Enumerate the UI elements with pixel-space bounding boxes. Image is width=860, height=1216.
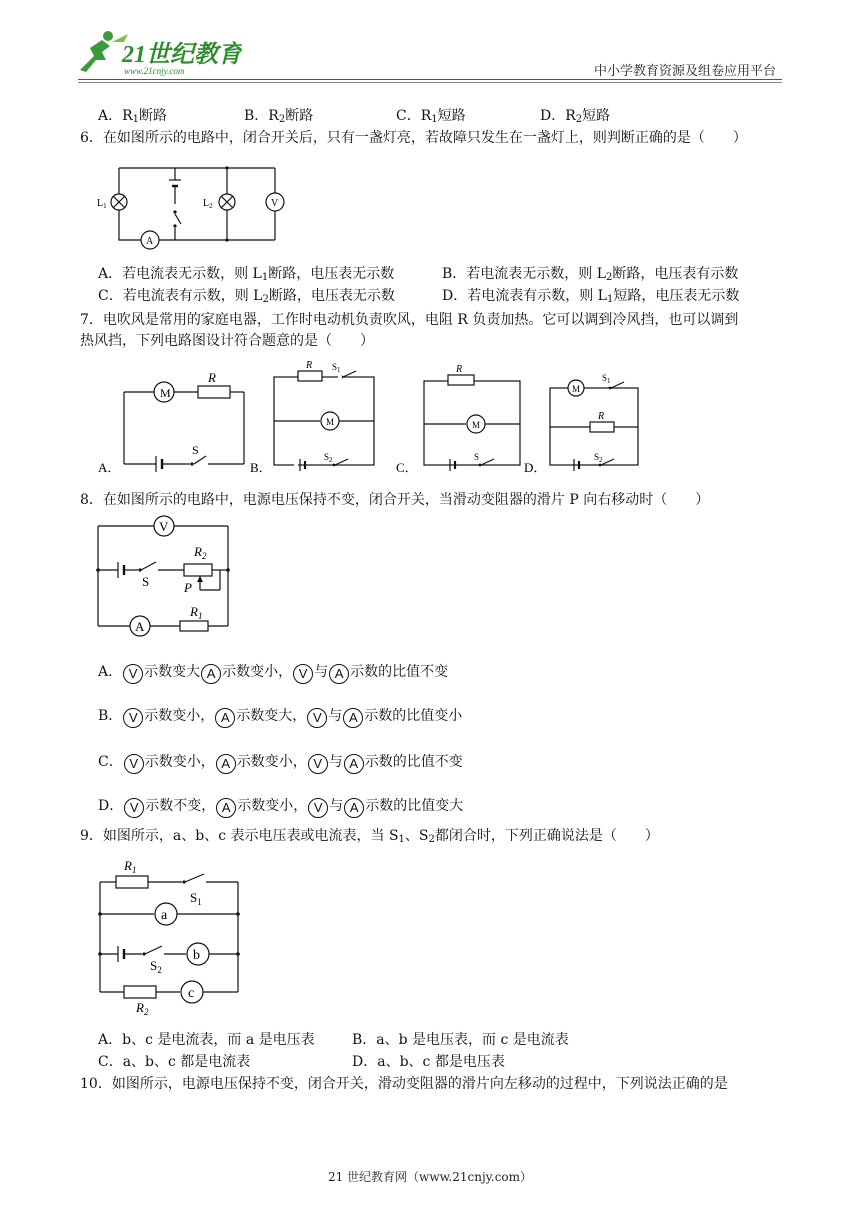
q9-option-c[interactable]: C．a、b、c 都是电流表 [98,1054,251,1070]
ammeter-icon: A [329,664,349,684]
voltmeter-icon: V [293,664,313,684]
q5-option-a[interactable]: A．$R_1$断路 [98,108,168,125]
svg-text:R: R [306,360,313,371]
svg-text:R2: $R_2$ [194,544,207,561]
label-l1: $L_1$ [97,198,107,210]
svg-text:R1: $R_1$ [124,858,137,875]
svg-text:S1: $S_1$ [602,373,611,385]
voltmeter-icon: V [124,754,144,774]
q8-stem: 8．在如图所示的电路中，电源电压保持不变，闭合开关，当滑动变阻器的滑片 P 向右移动时（ ） [80,492,710,508]
q8-option-b[interactable]: B． V 示数变小， A 示数变大， V 与 A 示数的比值变小 [98,706,462,728]
q7-option-a-label: A． [98,460,121,475]
q7-option-d-label: D． [524,460,547,475]
header-rule-thin [78,82,782,83]
svg-text:M: M [160,386,171,400]
q7-option-b-label: B． [250,460,272,475]
svg-text:R: R [598,411,605,422]
svg-text:S1: $S_1$ [332,362,341,374]
q7-stem-line1: 7．电吹风是常用的家庭电器，工作时电动机负责吹风，电阻 R 负责加热。它可以调到冷风挡，也可以调到 [80,312,739,328]
q8-option-c[interactable]: C． V 示数变小， A 示数变小， V 与 A 示数的比值不变 [98,752,463,774]
svg-text:V: V [159,519,169,534]
q8-circuit-diagram [92,512,242,642]
svg-text:b: b [193,948,200,963]
svg-text:A: A [135,619,145,634]
q9-option-d[interactable]: D．a、b、c 都是电压表 [352,1054,505,1070]
q8-option-a[interactable]: A． V 示数变大 A 示数变小， V 与 A 示数的比值不变 [98,662,448,684]
q9-option-a[interactable]: A．b、c 是电流表，而 a 是电压表 [98,1032,315,1048]
q6-stem: 6．在如图所示的电路中，闭合开关后，只有一盏灯亮，若故障只发生在一盏灯上，则判断正确的是（ ） [80,130,747,146]
svg-text:a: a [161,908,168,923]
svg-text:R: R [456,364,463,375]
svg-text:S: S [142,574,150,589]
voltmeter-icon: V [123,708,143,728]
q6-option-d[interactable]: D．若电流表有示数，则 $L_1$短路，电压表无示数 [442,288,740,305]
q5-option-b[interactable]: B．$R_2$断路 [244,108,314,125]
q7-option-c-label: C． [396,460,418,475]
ammeter-icon: A [216,754,236,774]
q6-option-b[interactable]: B．若电流表无示数，则 $L_2$断路，电压表有示数 [442,266,739,283]
svg-text:P: P [184,580,192,595]
voltmeter-icon: V [308,754,328,774]
q7-stem-line2: 热风挡，下列电路图设计符合题意的是（ ） [80,333,374,349]
svg-text:c: c [188,986,195,1001]
svg-text:M: M [572,384,581,394]
voltmeter-icon: V [307,708,327,728]
ammeter-label: A [146,236,154,247]
header-rule [78,79,782,80]
logo-url: www.21cnjy.com [124,66,185,76]
logo-text: 21世纪教育 [122,42,242,68]
runner-icon [80,40,110,72]
label-l2: $L_2$ [203,198,213,210]
q9-circuit-diagram [94,852,254,1020]
platform-name: 中小学教育资源及组卷应用平台 [593,64,776,79]
q7-circuit-options [94,360,784,476]
q8-option-d[interactable]: D． V 示数不变， A 示数变小， V 与 A 示数的比值变大 [98,796,463,818]
q6-option-c[interactable]: C．若电流表有示数，则 $L_2$断路，电压表无示数 [98,288,395,305]
svg-text:M: M [472,420,481,430]
svg-text:R1: $R_1$ [190,604,203,621]
svg-text:S2: $S_2$ [150,958,162,975]
svg-text:R2: $R_2$ [136,1000,149,1017]
site-logo [72,26,242,80]
svg-text:M: M [326,417,335,427]
svg-text:S2: $S_2$ [594,452,603,464]
ammeter-icon: A [344,754,364,774]
q5-option-c[interactable]: C．$R_1$短路 [396,108,466,125]
svg-text:S: S [474,452,480,462]
q9-stem: 9．如图所示，a、b、c 表示电压表或电流表，当 $S_1$、$S_2$都闭合时，下列正确说法是（ ） [80,828,659,845]
q9-option-b[interactable]: B．a、b 是电压表，而 c 是电流表 [352,1032,569,1048]
ammeter-icon: A [216,798,236,818]
q6-circuit-diagram [95,158,295,252]
voltmeter-icon: V [308,798,328,818]
ammeter-icon: A [344,798,364,818]
ammeter-icon: A [201,664,221,684]
voltmeter-label: V [271,198,279,209]
q5-option-d[interactable]: D．$R_2$短路 [540,108,611,125]
svg-text:S2: $S_2$ [324,452,333,464]
ammeter-icon: A [215,708,235,728]
q10-stem: 10．如图所示，电源电压保持不变，闭合开关，滑动变阻器的滑片向左移动的过程中，下列说法正确的是 [80,1076,728,1092]
page-footer: 21 世纪教育网（www.21cnjy.com） [327,1170,533,1184]
ammeter-icon: A [343,708,363,728]
svg-text:S: S [192,443,199,457]
svg-text:R: R [208,370,216,385]
svg-text:S1: $S_1$ [190,890,202,907]
voltmeter-icon: V [123,664,143,684]
voltmeter-icon: V [124,798,144,818]
q6-option-a[interactable]: A．若电流表无示数，则 $L_1$断路，电压表无示数 [98,266,395,283]
